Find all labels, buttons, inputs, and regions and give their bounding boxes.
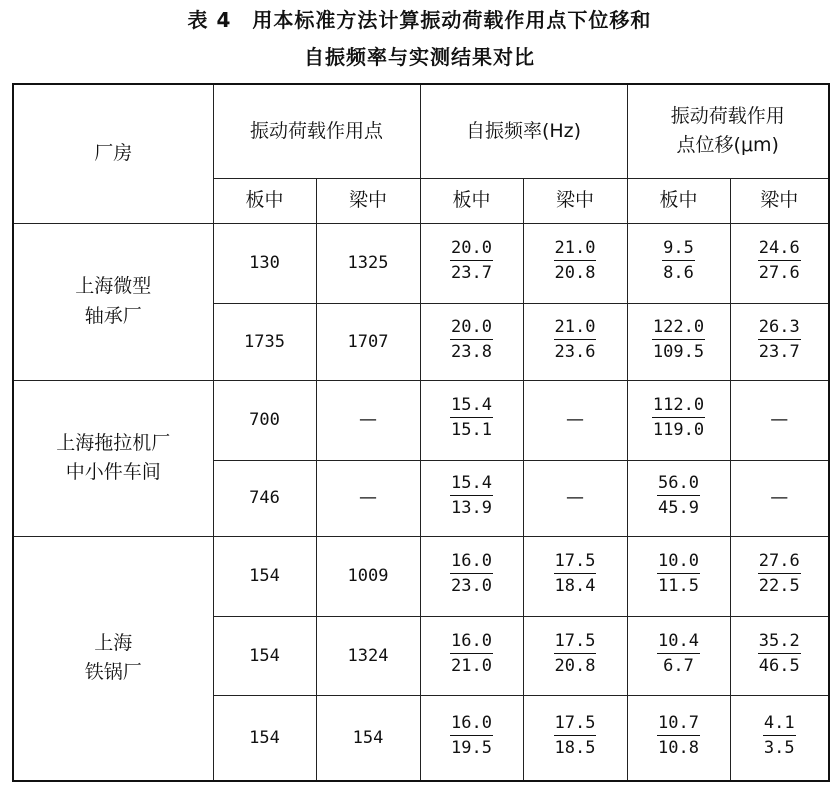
- calculated-value: 27.6: [758, 551, 801, 574]
- cell-load-beam: [316, 460, 420, 536]
- measured-value: 46.5: [758, 655, 800, 676]
- measured-value: 11.5: [658, 576, 699, 597]
- header-frequency: 自振频率(Hz): [420, 84, 627, 178]
- cell-disp-beam: [730, 536, 829, 616]
- calc-measured-fraction: [554, 713, 597, 760]
- header-displacement-line1: 振动荷载作用: [670, 104, 785, 127]
- measured-value: 13.9: [451, 498, 492, 519]
- subheader-load-beam: 梁中: [316, 178, 420, 223]
- calculated-value: 26.3: [758, 317, 801, 340]
- cell-freq-slab: [420, 695, 523, 781]
- cell-plant: [13, 223, 213, 380]
- subheader-load-slab: 板中: [213, 178, 316, 223]
- calculated-value: 56.0: [657, 473, 700, 496]
- measured-value: 109.5: [652, 341, 705, 362]
- cell-freq-beam: [523, 223, 627, 303]
- table-body: [13, 223, 829, 781]
- measured-value: 3.5: [763, 738, 795, 759]
- cell-load-slab: [213, 223, 316, 303]
- plant-name-line1: 上海拖拉机厂: [56, 431, 171, 454]
- table-title: 表 4 用本标准方法计算振动荷载作用点下位移和: [187, 8, 652, 32]
- header-displacement: [627, 84, 829, 178]
- calculated-value: 10.0: [657, 551, 700, 574]
- cell-load-beam: [316, 223, 420, 303]
- calculated-value: 20.0: [450, 238, 493, 261]
- cell-plant: [13, 536, 213, 781]
- calculated-value: 10.4: [657, 631, 700, 654]
- calculated-value: 16.0: [450, 713, 493, 736]
- cell-freq-beam: [523, 460, 627, 536]
- cell-disp-slab: [627, 460, 730, 536]
- cell-freq-slab: [420, 616, 523, 695]
- value-text: 1324: [347, 645, 389, 666]
- calculated-value: 17.5: [554, 631, 597, 654]
- cell-disp-beam: [730, 380, 829, 460]
- measured-value: 119.0: [652, 420, 705, 441]
- calculated-value: 15.4: [450, 473, 493, 496]
- value-text: 154: [249, 728, 280, 749]
- cell-disp-slab: [627, 380, 730, 460]
- table-subtitle: 自振频率与实测结果对比: [304, 45, 535, 69]
- cell-load-slab: [213, 380, 316, 460]
- cell-disp-beam: [730, 303, 829, 380]
- cell-freq-beam: [523, 616, 627, 695]
- empty-dash: —: [566, 409, 585, 431]
- calculated-value: 15.4: [450, 395, 493, 418]
- measured-value: 8.6: [663, 263, 694, 284]
- value-text: 746: [249, 488, 280, 509]
- measured-value: 23.8: [451, 341, 492, 362]
- cell-load-beam: [316, 616, 420, 695]
- cell-freq-slab: [420, 460, 523, 536]
- calc-measured-fraction: [450, 551, 493, 598]
- table-row: [13, 223, 829, 303]
- plant-name-line2: 轴承厂: [84, 304, 142, 327]
- subheader-freq-beam: 梁中: [523, 178, 627, 223]
- cell-load-slab: [213, 616, 316, 695]
- header-plant: 厂房: [13, 84, 213, 223]
- cell-freq-slab: [420, 536, 523, 616]
- cell-freq-slab: [420, 303, 523, 380]
- empty-dash: —: [359, 487, 377, 509]
- empty-dash: —: [359, 409, 377, 431]
- cell-load-beam: [316, 380, 420, 460]
- calc-measured-fraction: [450, 713, 493, 760]
- cell-load-slab: [213, 695, 316, 781]
- calculated-value: 9.5: [662, 238, 695, 261]
- value-text: 154: [352, 728, 384, 749]
- plant-name-line2: 中小件车间: [65, 461, 161, 483]
- calc-measured-fraction: [450, 631, 493, 678]
- cell-freq-slab: [420, 223, 523, 303]
- value-text: 1707: [347, 331, 389, 352]
- measured-value: 23.6: [554, 341, 596, 362]
- subheader-disp-beam: 梁中: [730, 178, 829, 223]
- cell-load-beam: [316, 695, 420, 781]
- cell-freq-beam: [523, 536, 627, 616]
- cell-load-slab: [213, 536, 316, 616]
- cell-disp-slab: [627, 303, 730, 380]
- measured-value: 27.6: [758, 263, 800, 284]
- calc-measured-fraction: [554, 551, 597, 598]
- calculated-value: 122.0: [652, 317, 705, 340]
- calc-measured-fraction: [758, 551, 801, 598]
- calc-measured-fraction: [554, 238, 597, 285]
- cell-load-beam: [316, 303, 420, 380]
- calc-measured-fraction: [657, 473, 700, 520]
- table-row: [13, 536, 829, 616]
- subheader-freq-slab: 板中: [420, 178, 523, 223]
- comparison-table: [12, 83, 830, 782]
- value-text: 1325: [347, 253, 389, 274]
- calc-measured-fraction: [450, 395, 493, 442]
- cell-disp-beam: [730, 616, 829, 695]
- calculated-value: 35.2: [758, 631, 801, 654]
- measured-value: 15.1: [451, 420, 492, 441]
- cell-disp-beam: [730, 460, 829, 536]
- measured-value: 45.9: [658, 498, 699, 519]
- calc-measured-fraction: [450, 317, 493, 364]
- value-text: 1009: [347, 566, 389, 587]
- calculated-value: 21.0: [554, 317, 597, 340]
- calculated-value: 16.0: [450, 551, 493, 574]
- plant-name-line1: 上海: [94, 631, 133, 654]
- calc-measured-fraction: [450, 238, 493, 285]
- empty-dash: —: [770, 409, 789, 431]
- cell-load-beam: [316, 536, 420, 616]
- calculated-value: 21.0: [554, 238, 597, 261]
- cell-freq-beam: [523, 303, 627, 380]
- cell-disp-slab: [627, 616, 730, 695]
- calc-measured-fraction: [554, 317, 597, 364]
- table-row: [13, 380, 829, 460]
- calculated-value: 17.5: [554, 551, 597, 574]
- calc-measured-fraction: [763, 713, 796, 760]
- empty-dash: —: [566, 487, 585, 509]
- calc-measured-fraction: [554, 631, 597, 678]
- calc-measured-fraction: [662, 238, 695, 285]
- plant-name-line1: 上海微型: [75, 275, 152, 298]
- measured-value: 23.0: [451, 576, 492, 597]
- measured-value: 6.7: [663, 655, 694, 676]
- measured-value: 22.5: [758, 576, 800, 597]
- calculated-value: 112.0: [652, 395, 705, 418]
- calc-measured-fraction: [657, 551, 700, 598]
- calculated-value: 20.0: [450, 317, 493, 340]
- cell-freq-beam: [523, 380, 627, 460]
- value-text: 130: [249, 253, 280, 274]
- cell-freq-slab: [420, 380, 523, 460]
- calc-measured-fraction: [758, 631, 801, 678]
- cell-freq-beam: [523, 695, 627, 781]
- measured-value: 18.4: [554, 576, 596, 597]
- value-text: 154: [249, 645, 280, 666]
- measured-value: 10.8: [658, 738, 699, 759]
- cell-disp-slab: [627, 695, 730, 781]
- value-text: 700: [249, 410, 280, 431]
- measured-value: 20.8: [554, 263, 596, 284]
- cell-plant: [13, 380, 213, 536]
- cell-disp-slab: [627, 223, 730, 303]
- calculated-value: 17.5: [554, 713, 597, 736]
- measured-value: 21.0: [451, 655, 492, 676]
- calculated-value: 10.7: [657, 713, 700, 736]
- calc-measured-fraction: [652, 317, 705, 364]
- plant-name-line2: 铁锅厂: [84, 661, 142, 684]
- calc-measured-fraction: [657, 631, 700, 678]
- value-text: 154: [249, 566, 280, 587]
- subheader-disp-slab: 板中: [627, 178, 730, 223]
- calc-measured-fraction: [652, 395, 705, 442]
- header-displacement-line2: 点位移(μm): [676, 134, 779, 157]
- cell-load-slab: [213, 460, 316, 536]
- measured-value: 23.7: [758, 341, 800, 362]
- measured-value: 18.5: [554, 738, 596, 759]
- cell-disp-beam: [730, 223, 829, 303]
- measured-value: 19.5: [451, 738, 492, 759]
- calc-measured-fraction: [657, 713, 700, 760]
- calculated-value: 24.6: [758, 238, 801, 261]
- cell-load-slab: [213, 303, 316, 380]
- empty-dash: —: [770, 487, 789, 509]
- calculated-value: 4.1: [763, 713, 796, 736]
- calculated-value: 16.0: [450, 631, 493, 654]
- cell-disp-beam: [730, 695, 829, 781]
- calc-measured-fraction: [758, 238, 801, 285]
- calc-measured-fraction: [758, 317, 801, 364]
- measured-value: 20.8: [554, 655, 596, 676]
- calc-measured-fraction: [450, 473, 493, 520]
- header-load-point: 振动荷载作用点: [213, 84, 420, 178]
- measured-value: 23.7: [451, 263, 492, 284]
- cell-disp-slab: [627, 536, 730, 616]
- value-text: 1735: [244, 331, 285, 352]
